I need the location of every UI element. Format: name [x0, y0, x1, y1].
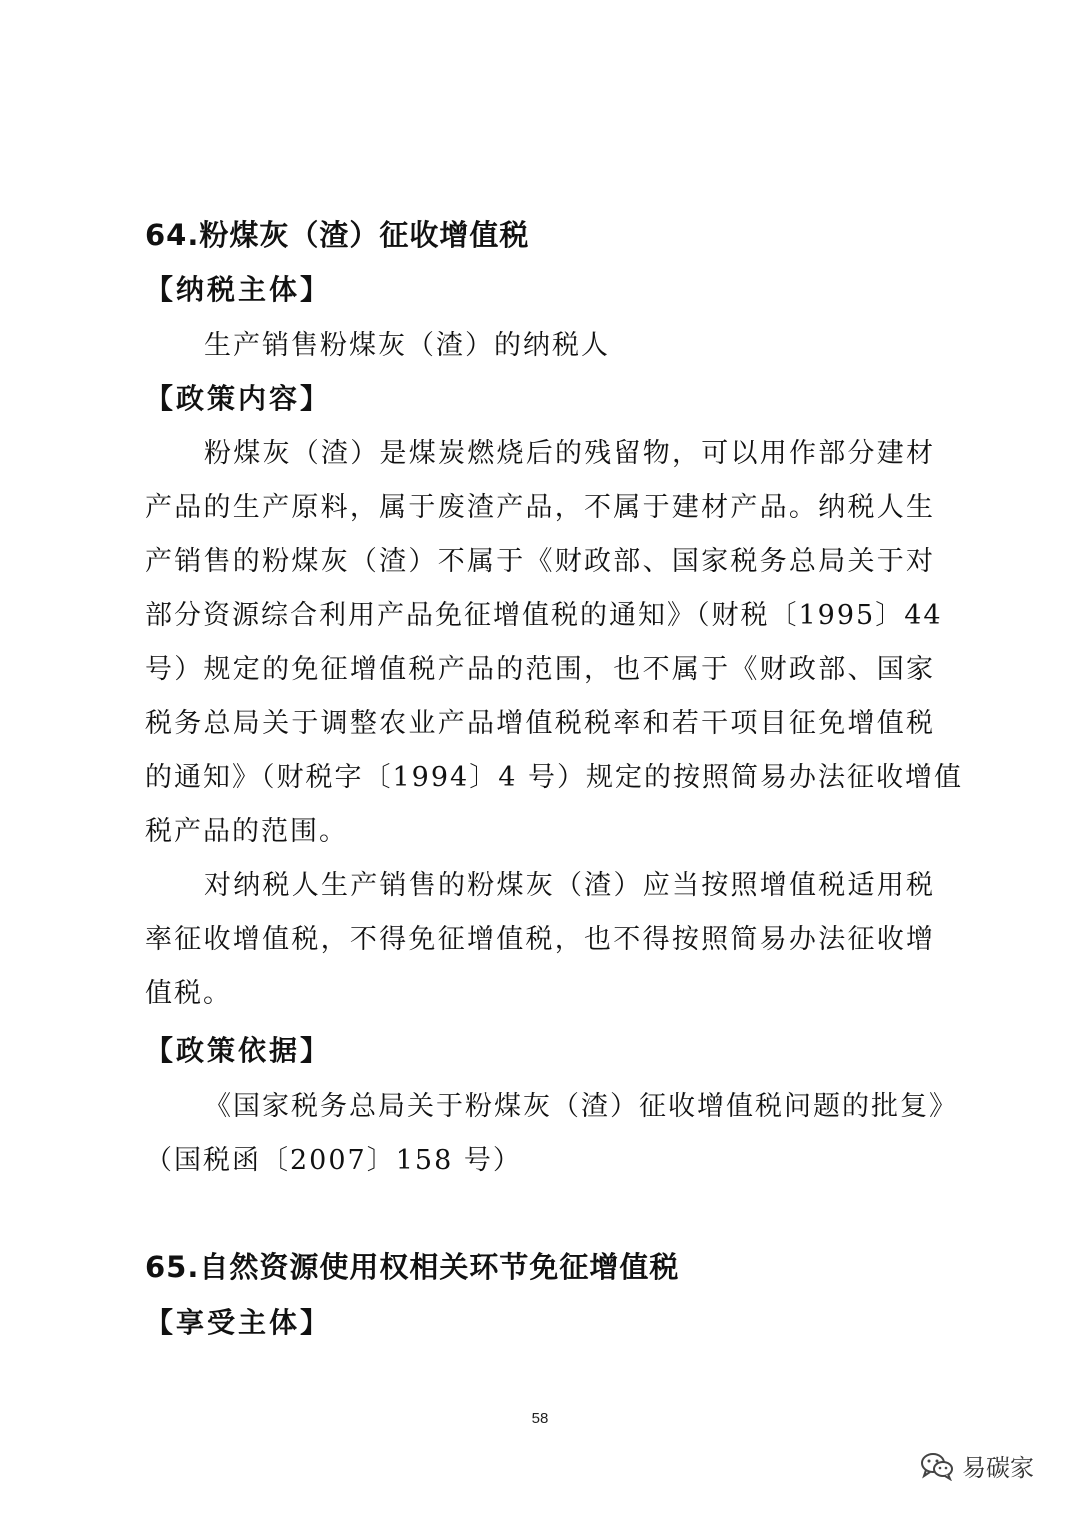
content-line: 对纳税人生产销售的粉煤灰（渣）应当按照增值税适用税 [204, 870, 935, 901]
content-line: 率征收增值税，不得免征增值税，也不得按照简易办法征收增 [145, 924, 935, 955]
wechat-icon [920, 1451, 954, 1481]
content-line: 税务总局关于调整农业产品增值税税率和若干项目征免增值税 [145, 708, 935, 739]
content-line: 的通知》（财税字〔1994〕4 号）规定的按照简易办法征收增值 [145, 762, 963, 793]
basis-line: 《国家税务总局关于粉煤灰（渣）征收增值税问题的批复》 [204, 1091, 958, 1122]
watermark [920, 1448, 1034, 1483]
section-64-title: 64.粉煤灰（渣）征收增值税 [145, 218, 530, 252]
taxpayer-label: 【纳税主体】 [145, 273, 332, 306]
watermark-text: 易碳家 [962, 1454, 1034, 1482]
taxpayer-text: 生产销售粉煤灰（渣）的纳税人 [204, 330, 610, 361]
content-label: 【政策内容】 [145, 382, 332, 415]
content-line: 产销售的粉煤灰（渣）不属于《财政部、国家税务总局关于对 [145, 546, 935, 577]
basis-line: （国税函〔2007〕158 号） [145, 1145, 522, 1176]
content-line: 部分资源综合利用产品免征增值税的通知》（财税〔1995〕44 [145, 600, 943, 631]
content-line: 税产品的范围。 [145, 816, 348, 847]
basis-label: 【政策依据】 [145, 1034, 332, 1067]
beneficiary-label: 【享受主体】 [145, 1306, 332, 1339]
section-65-title: 65.自然资源使用权相关环节免征增值税 [145, 1250, 680, 1284]
content-line: 值税。 [145, 978, 232, 1009]
page-number: 58 [531, 1410, 549, 1427]
content-line: 粉煤灰（渣）是煤炭燃烧后的残留物，可以用作部分建材 [204, 438, 935, 469]
content-line: 号）规定的免征增值税产品的范围，也不属于《财政部、国家 [145, 654, 935, 685]
content-line: 产品的生产原料，属于废渣产品，不属于建材产品。纳税人生 [145, 492, 935, 523]
